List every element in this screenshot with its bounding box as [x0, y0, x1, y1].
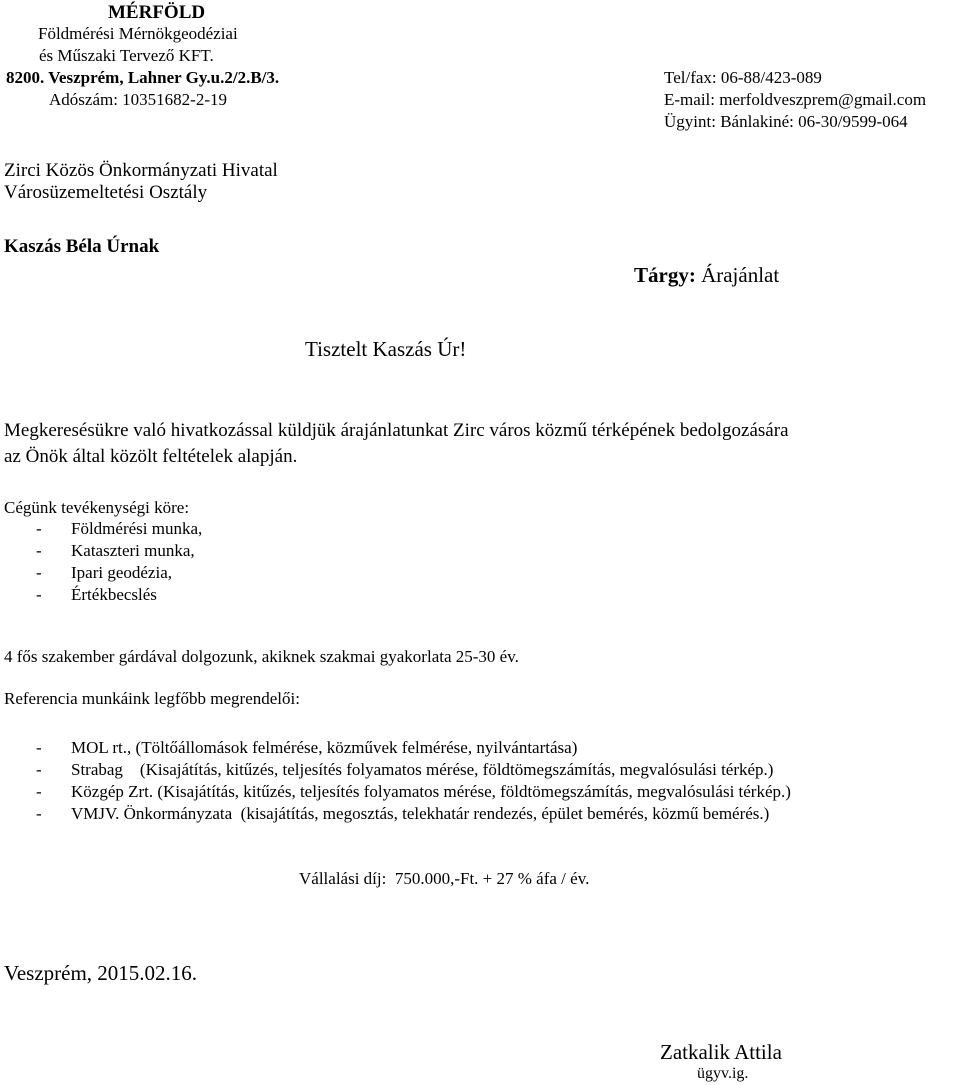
recipient-person: Kaszás Béla Úrnak — [4, 236, 160, 257]
signature-title: ügyv.ig. — [697, 1065, 749, 1082]
activity-item: Kataszteri munka, — [71, 541, 195, 560]
activity-bullet: - — [36, 519, 42, 538]
signature-name: Zatkalik Attila — [660, 1040, 782, 1064]
intro-line-1: Megkeresésükre való hivatkozással küldjük árajánlatunkat Zirc város közmű térképének bedolgozására — [4, 420, 789, 441]
company-address: 8200. Veszprém, Lahner Gy.u.2/2.B/3. — [6, 68, 280, 87]
reference-bullet: - — [36, 760, 42, 779]
activity-bullet: - — [36, 563, 42, 582]
activity-item: Földmérési munka, — [71, 519, 203, 538]
reference-item: MOL rt., (Töltőállomások felmérése, közművek felmérése, nyilvántartása) — [71, 738, 578, 757]
subject-label: Tárgy: — [634, 263, 696, 287]
activities-heading: Cégünk tevékenységi köre: — [4, 498, 190, 517]
recipient-org-2: Városüzemeltetési Osztály — [4, 182, 208, 203]
subject-line — [634, 263, 779, 287]
activity-bullet: - — [36, 541, 42, 560]
company-tax-number: Adószám: 10351682-2-19 — [49, 90, 228, 109]
references-heading: Referencia munkáink legfőbb megrendelői: — [4, 689, 300, 708]
company-line-1: Földmérési Mérnökgeodéziai — [38, 24, 238, 43]
reference-item: VMJV. Önkormányzata (kisajátítás, megosztás, telekhatár rendezés, épület bemérés, közmű bemérés.) — [71, 804, 770, 823]
activity-item: Értékbecslés — [71, 585, 157, 604]
reference-bullet: - — [36, 782, 42, 801]
staff-statement: 4 fős szakember gárdával dolgozunk, akiknek szakmai gyakorlata 25-30 év. — [4, 647, 519, 666]
reference-bullet: - — [36, 738, 42, 757]
subject-value: Árajánlat — [701, 263, 780, 287]
fee-statement: Vállalási díj: 750.000,-Ft. + 27 % áfa / év. — [299, 869, 590, 888]
activity-bullet: - — [36, 585, 42, 604]
activity-item: Ipari geodézia, — [71, 563, 172, 582]
reference-item: Strabag (Kisajátítás, kitűzés, teljesítés folyamatos mérése, földtömegszámítás, megvalósulási térkép.) — [71, 760, 774, 779]
company-line-2: és Műszaki Tervező KFT. — [39, 46, 214, 65]
company-name: MÉRFÖLD — [108, 2, 206, 23]
place-date: Veszprém, 2015.02.16. — [4, 961, 198, 985]
company-contact: Ügyint: Bánlakiné: 06-30/9599-064 — [664, 112, 908, 131]
reference-item: Közgép Zrt. (Kisajátítás, kitűzés, teljesítés folyamatos mérése, földtömegszámítás, megvalósulási térkép.) — [71, 782, 791, 801]
company-email: E-mail: merfoldveszprem@gmail.com — [664, 90, 927, 109]
intro-line-2: az Önök által közölt feltételek alapján. — [4, 446, 298, 467]
reference-bullet: - — [36, 804, 42, 823]
company-phone: Tel/fax: 06-88/423-089 — [664, 68, 822, 87]
recipient-org-1: Zirci Közös Önkormányzati Hivatal — [4, 160, 278, 181]
salutation: Tisztelt Kaszás Úr! — [305, 337, 467, 361]
